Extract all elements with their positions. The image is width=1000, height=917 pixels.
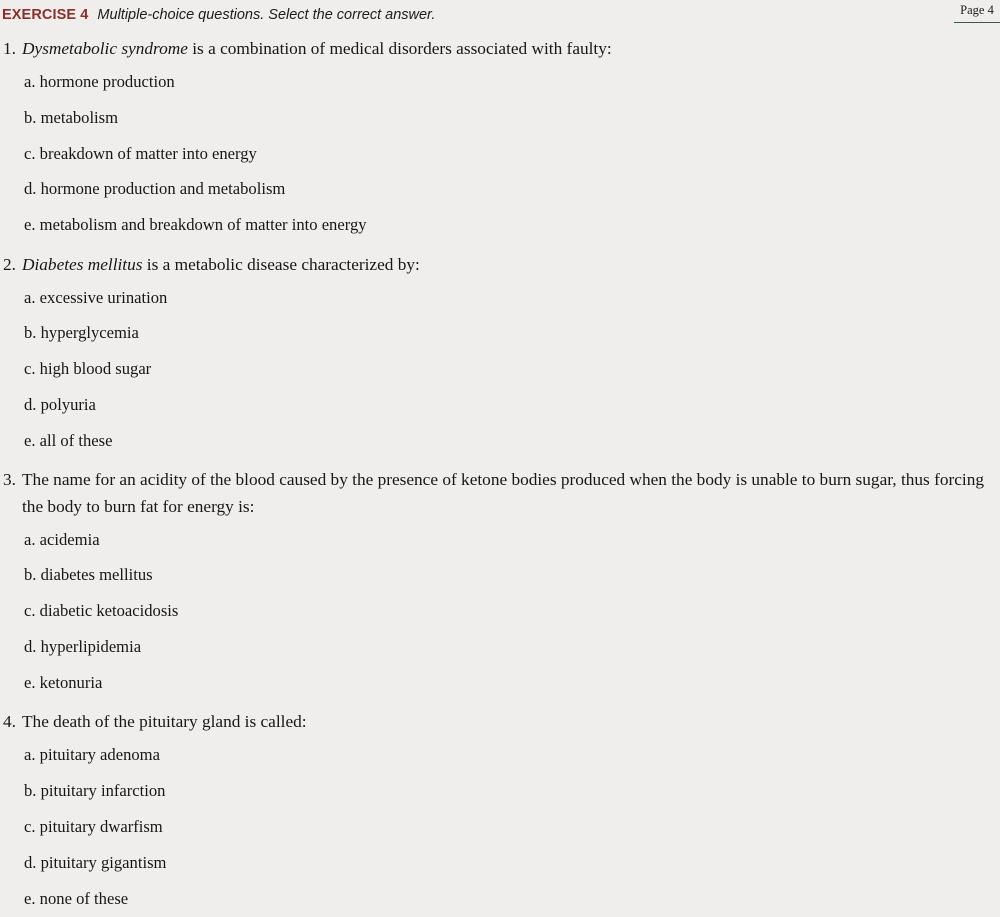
option-text: ketonuria [39,673,103,693]
question-stem [0,707,1000,737]
question-block [0,250,1000,460]
option-item[interactable] [0,136,1000,172]
page-number: Page 4 [954,2,1000,23]
option-text: pituitary infarction [40,781,166,801]
option-letter: b. [24,107,37,127]
option-item[interactable] [0,558,1000,594]
option-letter: a. [24,71,36,91]
question-list [0,34,1000,917]
option-letter: e. [24,215,36,235]
question-text-body: is a combination of medical disorders associated with faulty: [187,39,612,58]
question-number: 2. [3,254,16,274]
option-item[interactable] [0,810,1000,846]
option-list [0,522,1000,701]
option-item[interactable] [0,172,1000,208]
option-text: excessive urination [39,287,168,307]
option-text: polyuria [40,395,96,415]
question-stem [0,34,1000,64]
question-text [22,709,1000,735]
question-text [22,467,1000,520]
question-block [0,707,1000,917]
option-text: all of these [39,431,113,451]
question-number: 1. [3,39,16,58]
option-text: metabolism [40,107,119,127]
option-item[interactable] [0,845,1000,881]
option-letter: b. [24,323,37,343]
option-item[interactable] [0,594,1000,630]
option-item[interactable] [0,280,1000,316]
option-letter: c. [24,143,36,163]
option-item[interactable] [0,100,1000,136]
option-item[interactable] [0,630,1000,666]
option-text: hyperglycemia [40,323,139,343]
question-text [22,36,1000,62]
question-text-body: is a metabolic disease characterized by: [142,254,420,274]
option-letter: d. [24,637,37,657]
option-letter: b. [24,565,37,585]
exercise-description: Multiple-choice questions. Select the correct answer. [97,7,436,23]
question-stem [0,250,1000,280]
question-stem [0,465,1000,522]
option-text: high blood sugar [39,359,152,379]
question-term-emphasis: Dysmetabolic syndrome [22,39,188,58]
option-text: acidemia [39,529,100,549]
option-letter: e. [24,673,36,693]
question-text-body: The death of the pituitary gland is called: [22,712,307,732]
option-item[interactable] [0,774,1000,810]
option-item[interactable] [0,64,1000,100]
option-letter: c. [24,601,36,621]
option-text: breakdown of matter into energy [39,143,257,163]
option-text: diabetic ketoacidosis [39,601,179,621]
option-item[interactable] [0,208,1000,244]
option-text: pituitary gigantism [40,852,167,872]
question-number: 3. [3,470,16,490]
option-letter: a. [24,745,36,765]
option-list [0,738,1000,917]
option-list [0,280,1000,459]
option-letter: d. [24,179,37,199]
option-item[interactable] [0,522,1000,558]
option-item[interactable] [0,738,1000,774]
option-letter: d. [24,395,37,415]
option-letter: a. [24,529,36,549]
option-text: pituitary adenoma [39,745,160,765]
option-letter: a. [24,287,36,307]
option-item[interactable] [0,352,1000,388]
question-block [0,465,1000,701]
exercise-header [0,0,1000,30]
question-number: 4. [3,712,16,732]
option-item[interactable] [0,881,1000,917]
question-term-emphasis: Diabetes mellitus [22,254,143,274]
option-item[interactable] [0,666,1000,702]
question-text-body: The name for an acidity of the blood caused by the presence of ketone bodies produced when the body is unable to burn sugar, thus forcing the body to burn fat for energy is: [22,470,984,516]
option-item[interactable] [0,424,1000,460]
option-letter: e. [24,888,36,908]
option-text: metabolism and breakdown of matter into energy [39,215,367,235]
question-text [22,252,1000,278]
option-text: hormone production [39,71,175,91]
option-letter: d. [24,852,37,872]
option-text: hyperlipidemia [40,637,142,657]
option-text: hormone production and metabolism [40,179,286,199]
option-text: diabetes mellitus [40,565,153,585]
option-letter: b. [24,781,37,801]
option-list [0,64,1000,243]
question-block [0,34,1000,244]
option-letter: e. [24,431,36,451]
option-text: pituitary dwarfism [39,817,163,837]
exercise-label: EXERCISE 4 [2,7,89,23]
option-item[interactable] [0,388,1000,424]
option-letter: c. [24,817,36,837]
option-letter: c. [24,359,36,379]
option-item[interactable] [0,316,1000,352]
option-text: none of these [39,888,129,908]
